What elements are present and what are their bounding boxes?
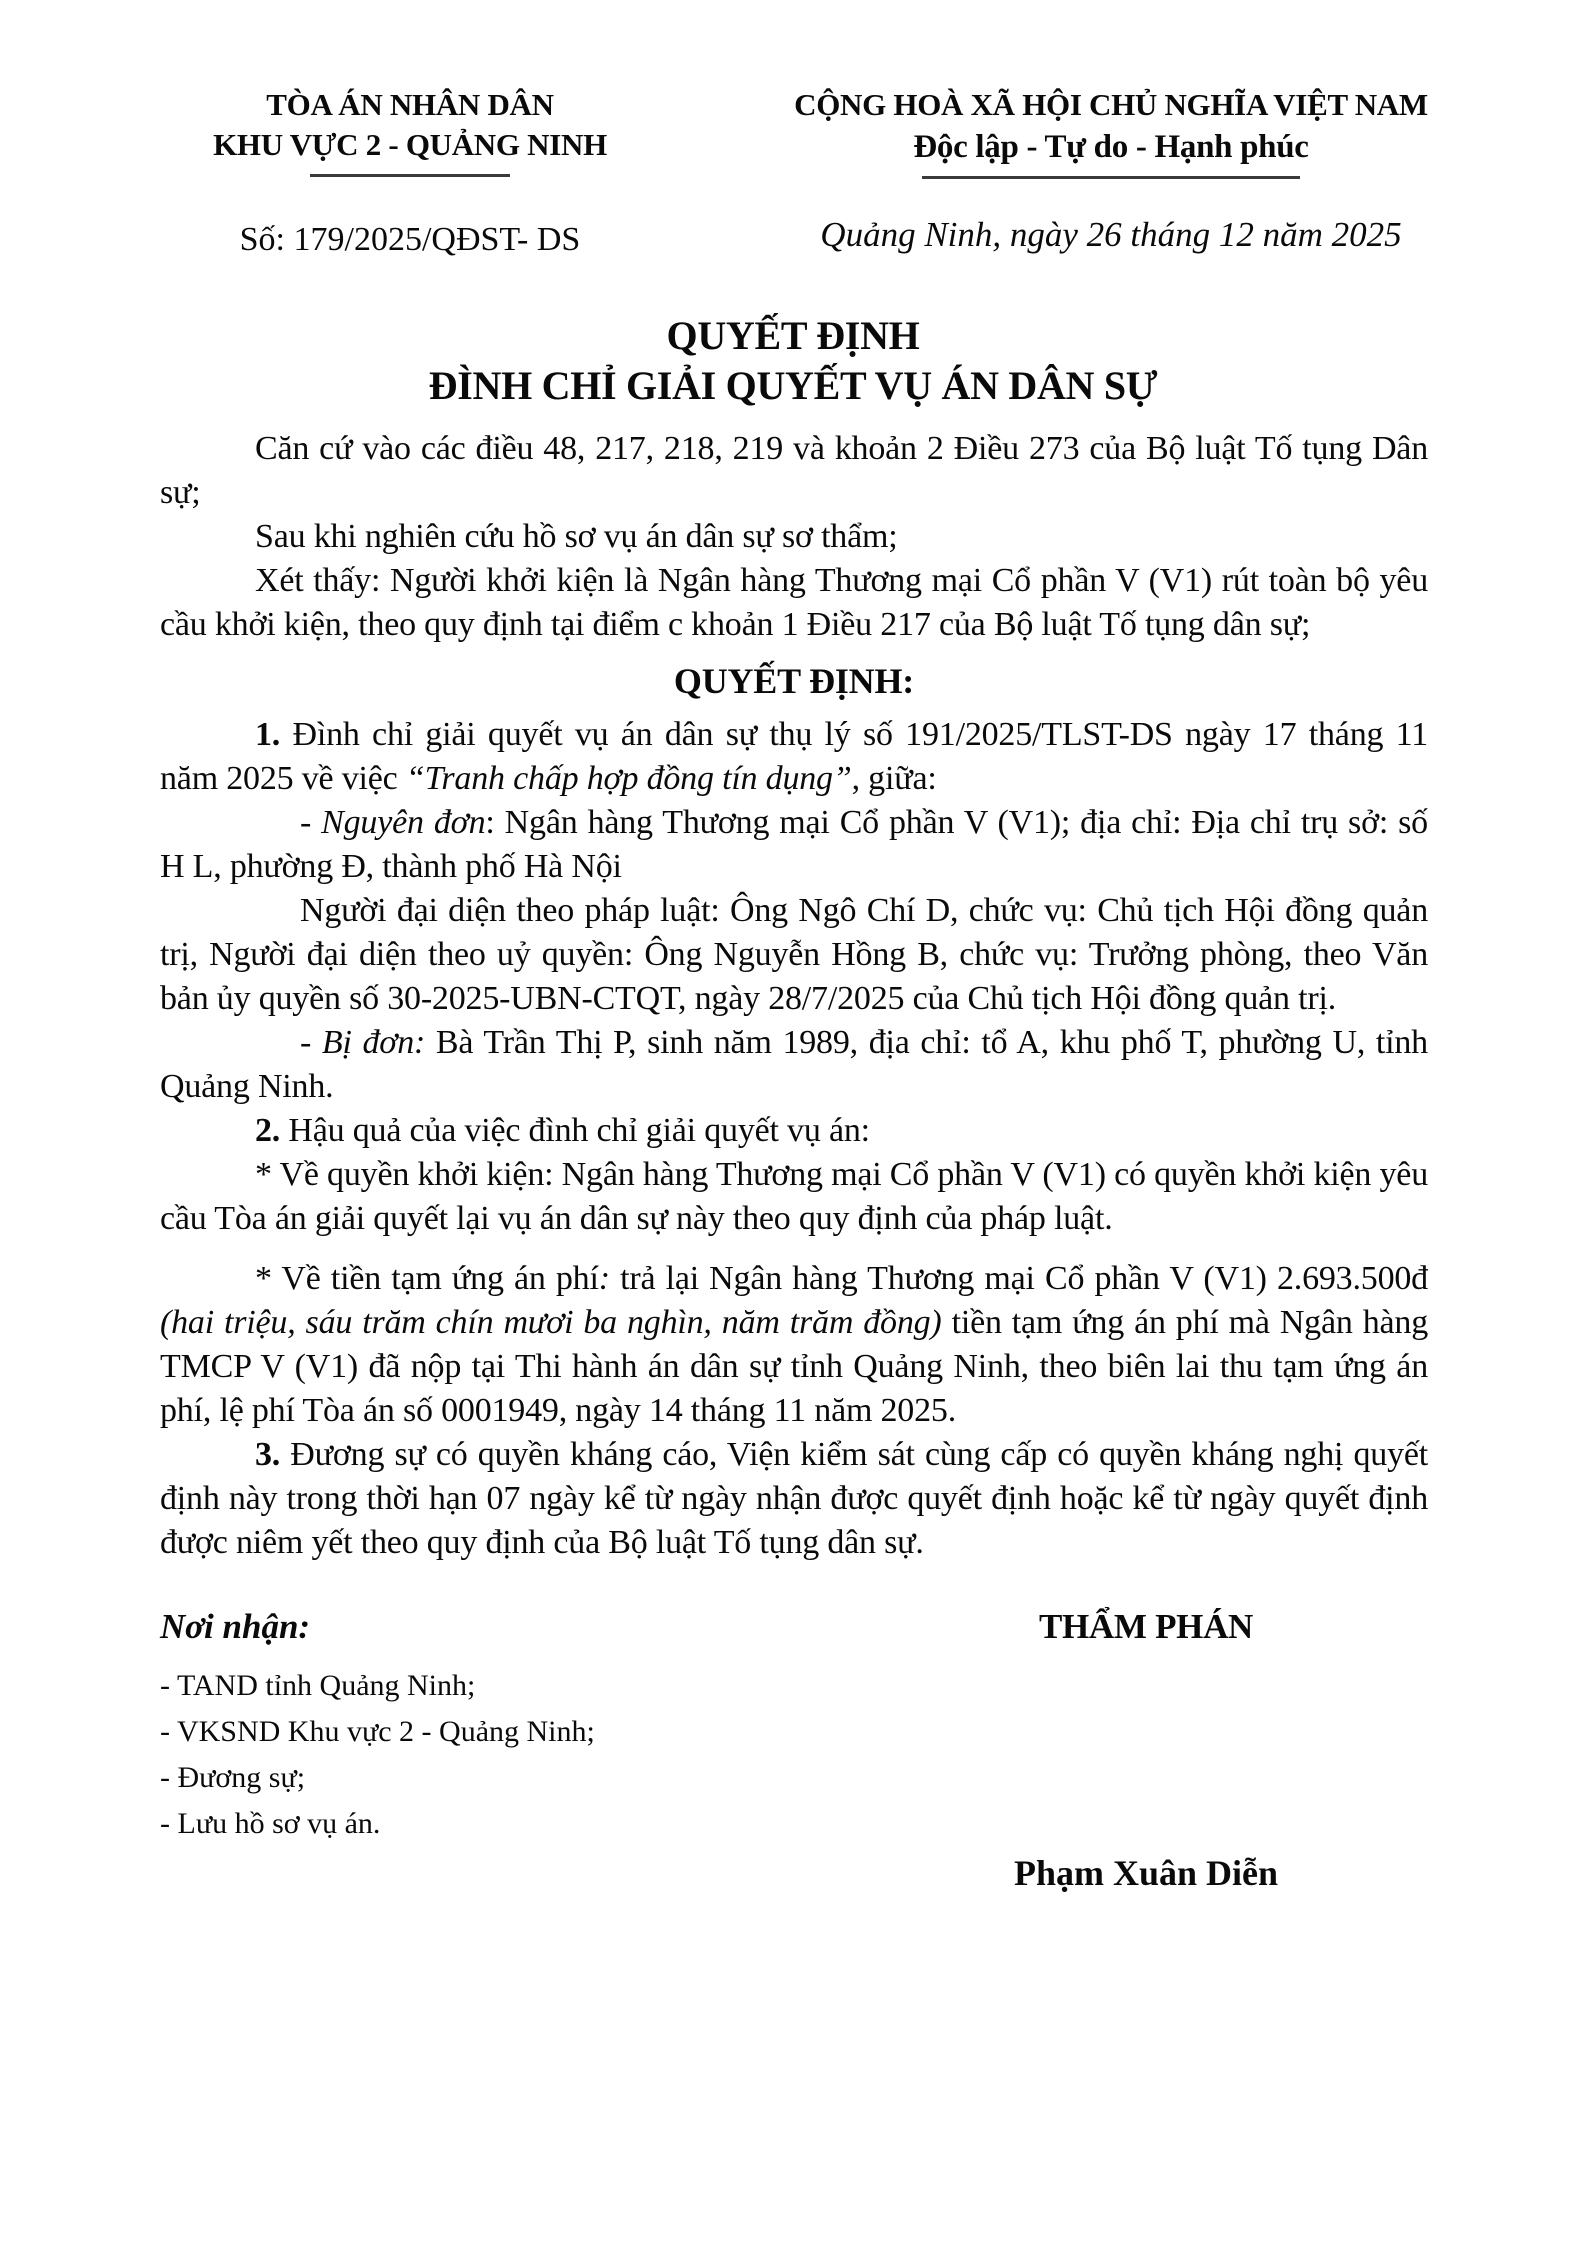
- recipient-item: - TAND tỉnh Quảng Ninh;: [160, 1669, 476, 1702]
- document-header: [0, 0, 1586, 259]
- court-name-line1: TÒA ÁN NHÂN DÂN: [266, 87, 554, 122]
- recipient-item: - Đương sự;: [160, 1761, 306, 1794]
- recipient-item: - Lưu hồ sơ vụ án.: [160, 1807, 381, 1840]
- document-footer: [0, 1565, 1586, 1894]
- document-number: Số: 179/2025/QĐST- DS: [239, 221, 581, 258]
- title-line1: QUYẾT ĐỊNH: [666, 313, 920, 358]
- signer-title: THẨM PHÁN: [1038, 1607, 1254, 1646]
- republic-name: CỘNG HOÀ XÃ HỘI CHỦ NGHĨA VIỆT NAM: [794, 87, 1428, 122]
- paragraph: - Bị đơn: Bà Trần Thị P, sinh năm 1989, địa chỉ: tổ A, khu phố T, phường U, tỉnh Quảng Ninh.: [160, 1024, 1428, 1105]
- paragraph: * Về quyền khởi kiện: Ngân hàng Thương mại Cổ phần V (V1) có quyền khởi kiện yêu cầu Tòa án giải quyết lại vụ án dân sự này theo quy định của pháp luật.: [160, 1156, 1428, 1237]
- national-motto: Độc lập - Tự do - Hạnh phúc: [913, 129, 1309, 165]
- paragraph: 1. Đình chỉ giải quyết vụ án dân sự thụ lý số 191/2025/TLST-DS ngày 17 tháng 11 năm 2025 về việc “Tranh chấp hợp đồng tín dụng”, giữa:: [160, 716, 1428, 797]
- title-line2: ĐÌNH CHỈ GIẢI QUYẾT VỤ ÁN DÂN SỰ: [428, 363, 1158, 408]
- court-name-line2: KHU VỰC 2 - QUẢNG NINH: [213, 127, 607, 162]
- paragraph: - Nguyên đơn: Ngân hàng Thương mại Cổ phần V (V1); địa chỉ: Địa chỉ trụ sở: số H L, phường Đ, thành phố Hà Nội: [160, 804, 1428, 885]
- signature-block: [936, 1607, 1356, 1894]
- header-left-divider: [310, 174, 510, 177]
- place-date-line: Quảng Ninh, ngày 26 tháng 12 năm 2025: [820, 215, 1402, 254]
- paragraph: Sau khi nghiên cứu hồ sơ vụ án dân sự sơ thẩm;: [255, 518, 898, 555]
- paragraph: Xét thấy: Người khởi kiện là Ngân hàng Thương mại Cổ phần V (V1) rút toàn bộ yêu cầu khởi kiện, theo quy định tại điểm c khoản 1 Điều 217 của Bộ luật Tố tụng dân sự;: [160, 562, 1428, 643]
- paragraph: Người đại diện theo pháp luật: Ông Ngô Chí D, chức vụ: Chủ tịch Hội đồng quản trị, Người đại diện theo uỷ quyền: Ông Nguyễn Hồng B, chức vụ: Trưởng phòng, theo Văn bản ủy quyền số 30-2025-UBN-CTQT, ngày 28/7/2025 của Chủ tịch Hội đồng quản trị.: [160, 892, 1428, 1017]
- document-body: [0, 411, 1586, 1565]
- paragraph: 3. Đương sự có quyền kháng cáo, Viện kiểm sát cùng cấp có quyền kháng nghị quyết định này trong thời hạn 07 ngày kể từ ngày nhận được quyết định hoặc kể từ ngày quyết định được niêm yết theo quy định của Bộ luật Tố tụng dân sự.: [160, 1436, 1429, 1561]
- paragraph: 2. Hậu quả của việc đình chỉ giải quyết vụ án:: [255, 1112, 870, 1149]
- document-title: [0, 311, 1586, 411]
- section-heading: QUYẾT ĐỊNH:: [673, 661, 915, 701]
- recipients-heading: Nơi nhận:: [160, 1607, 311, 1646]
- national-motto-block: [716, 85, 1506, 259]
- recipients-block: [160, 1607, 595, 1894]
- paragraph: * Về tiền tạm ứng án phí: trả lại Ngân hàng Thương mại Cổ phần V (V1) 2.693.500đ (hai triệu, sáu trăm chín mươi ba nghìn, năm trăm đồng) tiền tạm ứng án phí mà Ngân hàng TMCP V (V1) đã nộp tại Thi hành án dân sự tỉnh Quảng Ninh, theo biên lai thu tạm ứng án phí, lệ phí Tòa án số 0001949, ngày 14 tháng 11 năm 2025.: [160, 1260, 1428, 1429]
- recipient-item: - VKSND Khu vực 2 - Quảng Ninh;: [160, 1715, 595, 1748]
- recipients-list: [160, 1663, 595, 1847]
- signer-name: Phạm Xuân Diễn: [1013, 1853, 1279, 1893]
- paragraph: Căn cứ vào các điều 48, 217, 218, 219 và khoản 2 Điều 273 của Bộ luật Tố tụng Dân sự;: [160, 430, 1428, 511]
- header-right-divider: [922, 176, 1300, 179]
- issuing-court-block: [150, 85, 670, 259]
